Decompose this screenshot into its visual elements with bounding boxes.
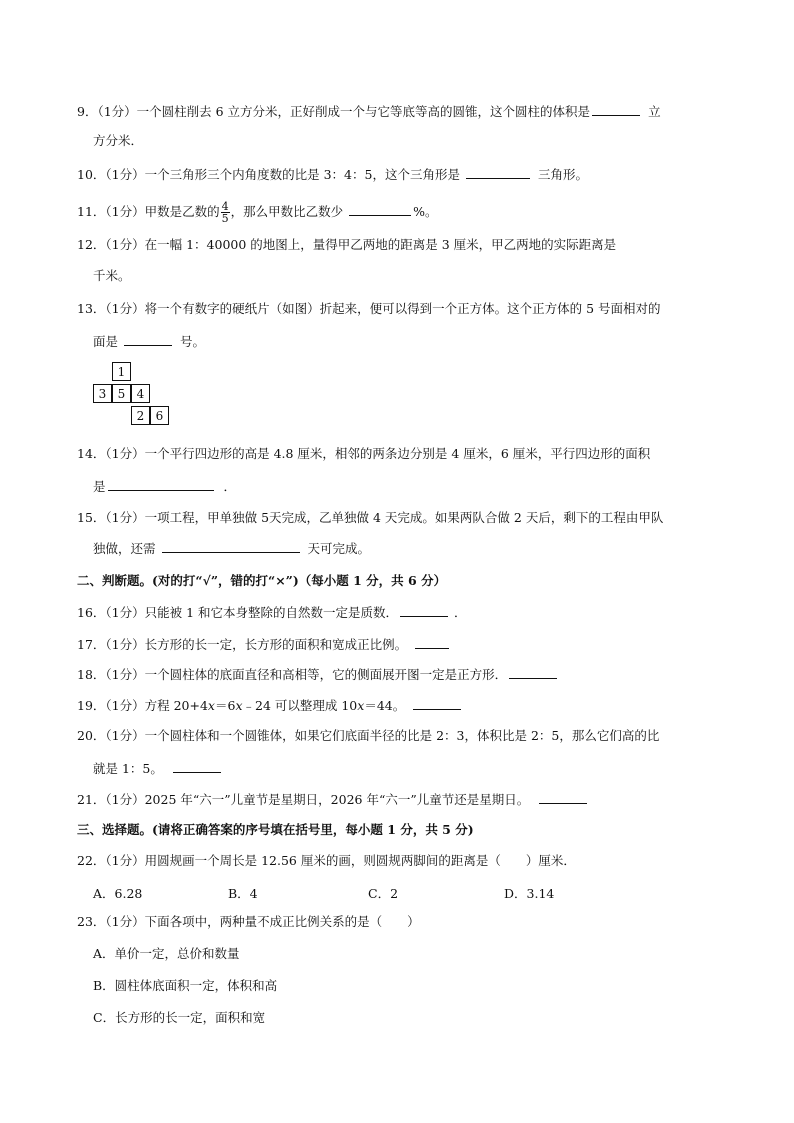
option-b[interactable]: B．4 (228, 886, 258, 901)
question-14-line1: 14．（1分）一个平行四边形的高是 4.8 厘米，相邻的两条边分别是 4 厘米，6 厘米，平行四边形的面积 (77, 446, 651, 461)
question-19-text-c: ﹣24 可以整理成 10 (242, 698, 358, 713)
question-13-tail: 号。 (180, 334, 206, 349)
answer-blank[interactable] (413, 697, 461, 710)
question-12-line1: 12．（1分）在一幅 1：40000 的地图上，量得甲乙两地的距离是 3 厘米，甲乙两地的实际距离是 (77, 237, 617, 252)
question-19 (77, 697, 461, 714)
net-cell-6: 6 (150, 406, 169, 425)
question-12-line2: 千米。 (93, 268, 131, 283)
question-13-line2 (93, 333, 205, 350)
question-14-text: 是 (93, 479, 106, 494)
option-c[interactable]: C．长方形的长一定，面积和宽 (93, 1010, 266, 1025)
answer-blank[interactable] (509, 666, 557, 679)
question-15-text: 独做，还需 (93, 541, 156, 556)
answer-blank[interactable] (124, 333, 172, 346)
answer-blank[interactable] (349, 203, 411, 216)
answer-blank[interactable] (592, 103, 640, 116)
fraction (221, 201, 230, 224)
variable-x: x (207, 698, 215, 713)
answer-blank[interactable] (173, 760, 221, 773)
option-b[interactable]: B．圆柱体底面积一定，体积和高 (93, 978, 278, 993)
question-15-line2 (93, 540, 370, 557)
question-23: 23．（1分）下面各项中，两种量不成正比例关系的是（ ） (77, 914, 420, 929)
question-14-tail: ． (223, 479, 237, 494)
question-21-text: 21．（1分）2025 年“六一”儿童节是星期日，2026 年“六一”儿童节还是星期日。 (77, 792, 530, 807)
answer-blank[interactable] (539, 791, 587, 804)
fraction-numerator: 4 (221, 200, 229, 213)
question-11 (77, 201, 438, 224)
question-19-text: 19．（1分）方程 20+4 (77, 698, 208, 713)
section-2-heading: 二、判断题。(对的打“√”，错的打“×”)（每小题 1 分，共 6 分） (77, 573, 447, 588)
answer-blank[interactable] (162, 540, 300, 553)
net-cell-3: 3 (93, 384, 112, 403)
variable-x: x (357, 698, 365, 713)
question-20-text: 就是 1：5。 (93, 761, 163, 776)
question-22: 22．（1分）用圆规画一个周长是 12.56 厘米的画，则圆规两脚间的距离是（ ）厘米． (77, 853, 576, 868)
question-10-text: 10．（1分）一个三角形三个内角度数的比是 3：4：5，这个三角形是 (77, 167, 460, 182)
question-17 (77, 636, 449, 653)
question-9-unit: 立 (648, 104, 661, 119)
net-cell-1: 1 (112, 362, 131, 381)
question-11-mid: ，那么甲数比乙数少 (230, 204, 344, 219)
question-19-text-d: ＝44。 (364, 698, 406, 713)
question-13-text: 面是 (93, 334, 119, 349)
variable-x: x (235, 698, 243, 713)
question-9-line2: 方分米． (93, 133, 144, 148)
option-c[interactable]: C．2 (368, 886, 399, 901)
question-16-text: 16．（1分）只能被 1 和它本身整除的自然数一定是质数． (77, 605, 399, 620)
answer-blank[interactable] (108, 478, 214, 491)
question-16-tail: ． (454, 605, 467, 620)
question-18-text: 18．（1分）一个圆柱体的底面直径和高相等，它的侧面展开图一定是正方形． (77, 667, 508, 682)
net-cell-2: 2 (131, 406, 150, 425)
question-14-line2 (93, 478, 236, 495)
question-18 (77, 666, 557, 683)
question-9-text: 9．（1分）一个圆柱削去 6 立方分米，正好削成一个与它等底等高的圆锥，这个圆柱的体积是 (77, 104, 591, 119)
answer-blank[interactable] (400, 604, 448, 617)
question-9-line1 (77, 103, 661, 120)
question-17-text: 17．（1分）长方形的长一定，长方形的面积和宽成正比例。 (77, 637, 408, 652)
option-d[interactable]: D．3.14 (504, 886, 555, 901)
question-16 (77, 604, 467, 621)
question-15-line1: 15．（1分）一项工程，甲单独做 5天完成，乙单独做 4 天完成。如果两队合做 2 天后，剩下的工程由甲队 (77, 510, 664, 525)
cube-net-figure (93, 362, 179, 430)
question-10-tail: 三角形。 (537, 167, 588, 182)
question-10 (77, 166, 588, 183)
question-20-line2 (93, 760, 221, 777)
fraction-denominator: 5 (221, 212, 229, 225)
net-cell-4: 4 (131, 384, 150, 403)
question-19-text-b: ＝6 (214, 698, 236, 713)
question-13-line1: 13．（1分）将一个有数字的硬纸片（如图）折起来，便可以得到一个正方体。这个正方体的 5 号面相对的 (77, 301, 661, 316)
question-20-line1: 20．（1分）一个圆柱体和一个圆锥体，如果它们底面半径的比是 2：3，体积比是 2：5，那么它们高的比 (77, 728, 660, 743)
option-a[interactable]: A．6.28 (93, 886, 143, 901)
question-11-tail: %。 (413, 204, 438, 219)
question-11-text: 11．（1分）甲数是乙数的 (77, 204, 220, 219)
net-cell-5: 5 (112, 384, 131, 403)
answer-blank[interactable] (415, 636, 449, 649)
section-3-heading: 三、选择题。(请将正确答案的序号填在括号里，每小题 1 分，共 5 分) (77, 822, 474, 837)
option-a[interactable]: A．单价一定，总价和数量 (93, 946, 240, 961)
question-21 (77, 791, 587, 808)
question-15-tail: 天可完成。 (307, 541, 371, 556)
answer-blank[interactable] (466, 166, 530, 179)
